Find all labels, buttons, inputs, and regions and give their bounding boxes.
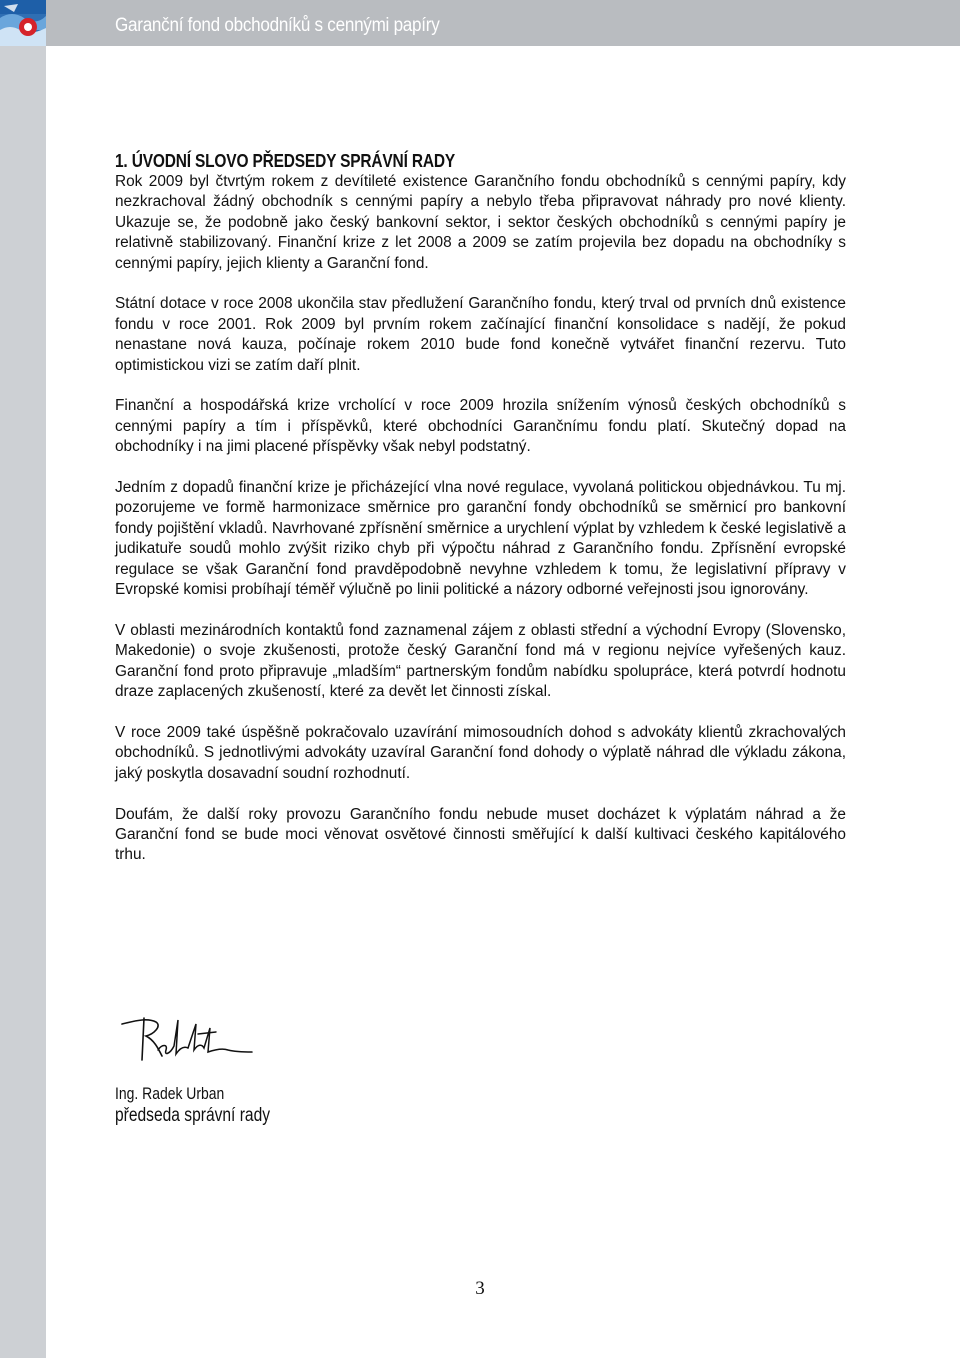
page-number: 3 <box>475 1278 485 1299</box>
header-bar <box>0 0 960 46</box>
paragraph: V roce 2009 také úspěšně pokračovalo uzavírání mimosoudních dohod s advokáty klientů zkrachovalých obchodníků. S jednotlivými advokáty uzavíral Garanční fond dohody o výplatě náhrad dle výkladu zákona, jaký poskytla dosavadní soudní rozhodnutí. <box>115 723 846 782</box>
paragraph: V oblasti mezinárodních kontaktů fond zaznamenal zájem z oblasti střední a východní Evropy (Slovensko, Makedonie) o svoje zkušenosti, protože český Garanční fond má v regionu nejvíce vyřešených kauz. Garanční fond proto připravuje „mladším“ partnerským fondům nabídku spolupráce, která potvrdí hodnotu draze zaplacených zkušeností, které za devět let činnosti získal. <box>115 621 846 701</box>
paragraph: Státní dotace v roce 2008 ukončila stav předlužení Garančního fondu, který trval od prvních dnů existence fondu v roce 2001. Rok 2009 byl prvním rokem začínající finanční konsolidace s nadějí, že pokud nenastane nová kauza, počínaje rokem 2010 bude fond konečně vytvářet finanční rezervu. Tuto optimistickou vizi se zatím daří plnit. <box>115 295 846 374</box>
paragraph: Jedním z dopadů finanční krize je přicházející vlna nové regulace, vyvolaná politickou objednávkou. Tu mj. pozorujeme ve formě harmonizace směrnice pro garanční fondy obchodníků se směrnicí pro bankovní fondy pojištění vkladů. Navrhované zpřísnění směrnice a urychlení výplat by vzhledem k české legislativě a judikatuře soudů mohlo zvýšit riziko chyb při výpočtu náhrad z Garančního fondu. Zpřísnění evropské regulace se však Garanční fond pravděpodobně nevyhne vzhledem k tomu, že legislativní přípravy v Evropské komisi probíhají téměř výlučně po linii politické a názory odborné veřejnosti jsou ignorovány. <box>115 479 846 599</box>
signatory-role: předseda správní rady <box>115 1105 271 1126</box>
main-content <box>115 150 846 886</box>
side-strip <box>0 46 46 1358</box>
header-title: Garanční fond obchodníků s cennými papíry <box>115 15 440 36</box>
logo-icon <box>0 0 46 46</box>
signatory-name: Ing. Radek Urban <box>115 1084 225 1103</box>
paragraph: Finanční a hospodářská krize vrcholící v roce 2009 hrozila snížením výnosů českých obchodníků s cennými papíry a tím i příspěvků, které obchodníci Garančnímu fondu platí. Skutečný dopad na obchodníky i na jimi placené příspěvky však nebyl podstatný. <box>115 397 846 456</box>
paragraph: Rok 2009 byl čtvrtým rokem z devítileté existence Garančního fondu obchodníků s cennými papíry, kdy nezkrachoval žádný obchodník s cennými papíry a nebylo třeba připravovat náhrady pro nové klienty. Ukazuje se, že podobně jako český bankovní sektor, i sektor českých obchodníků s cennými papíry je relativně stabilizovaný. Finanční krize z let 2008 a 2009 se zatím projevila bez dopadu na obchodníky s cennými papíry, jejich klienty a Garanční fond. <box>115 173 846 272</box>
section-heading: 1. ÚVODNÍ SLOVO PŘEDSEDY SPRÁVNÍ RADY <box>115 151 456 171</box>
paragraph: Doufám, že další roky provozu Garančního fondu nebude muset docházet k výplatám náhrad a že Garanční fond se bude moci věnovat osvětové činnosti směřující k další kultivaci českého kapitálového trhu. <box>115 805 846 864</box>
handwritten-signature <box>118 1010 258 1070</box>
